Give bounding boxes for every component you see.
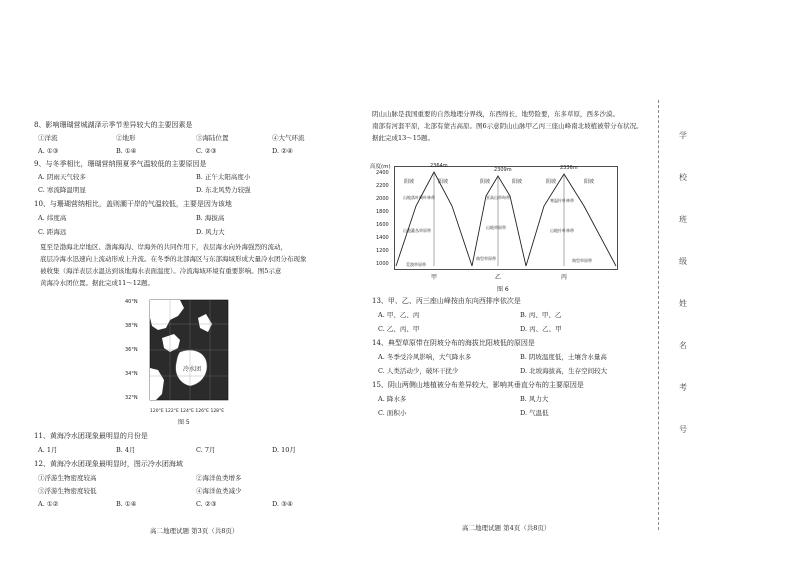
q9-opt-a: A. 阴雨天气较多	[38, 173, 86, 181]
q12-choice-c: C. ②③	[196, 500, 217, 508]
q12-opt-4: ④海洋鱼类减少	[196, 487, 242, 495]
lat-label: 40°N	[125, 299, 138, 305]
binding-line	[658, 100, 659, 530]
passage-11-12	[40, 241, 325, 289]
q8-choice-c: C. ②③	[196, 147, 217, 155]
q10-opt-c: C. 距海远	[38, 228, 67, 236]
lon-labels: 120°E 122°E 124°E 126°E 128°E	[150, 409, 225, 414]
figure-5-caption: 图 5	[178, 419, 190, 426]
zone-label: 典型草原带	[572, 258, 592, 263]
lat-label: 32°N	[125, 395, 138, 401]
intro-line: 据此完成13～15题。	[372, 134, 435, 142]
intro-13-15	[372, 108, 672, 144]
q10-opt-d: D. 风力大	[196, 228, 225, 236]
peak-bing-shady: 阴坡	[546, 179, 557, 185]
margin-char: 姓	[679, 299, 687, 308]
y-tick: 2400	[376, 170, 389, 176]
passage-line: 被收集（海洋表层水温达到该地海水表面温度）。冷流海域环境有重要影响。图5示意	[40, 267, 282, 275]
y-tick: 1800	[376, 209, 389, 215]
intro-line: 阴山山脉是我国重要的自然地理分界线，东西绵长，地势险要，东多草原，西多沙漠。	[372, 110, 619, 118]
q13-opt-c: C. 乙、丙、甲	[378, 325, 420, 333]
peak-jia-shady: 阴坡	[404, 179, 415, 185]
y-tick: 1400	[376, 235, 389, 241]
q10-opt-b: B. 海拔高	[196, 214, 225, 222]
y-tick: 2000	[376, 196, 389, 202]
q15-stem: 15、阴山两侧山地植被分布差异较大，影响其垂直分布的主要原因是	[372, 381, 584, 389]
q8-opt-3: ③海陆位置	[196, 134, 229, 142]
peak-bing-name: 丙	[561, 274, 568, 281]
q10-stem: 10、与珊瑚营纳相比，盖则潮干岸的气温较低，主要是因为该地	[34, 200, 232, 208]
y-tick: 2200	[376, 183, 389, 189]
right-page-footer: 高二地理试题 第4页（共8页）	[462, 524, 551, 532]
left-page-footer: 高二地理试题 第3页（共8页）	[150, 527, 239, 535]
margin-char: 校	[679, 173, 687, 182]
q9-opt-c: C. 寒流降温明显	[38, 186, 86, 194]
figure-6-caption: 图 6	[497, 286, 509, 293]
y-tick: 1200	[376, 248, 389, 254]
q15-opt-a: A. 降水多	[378, 395, 407, 403]
passage-line: 夏至是渤海北岸地区、渤海海沟、岸海外的共同作用下，表层海水向外海强烈的流动，	[40, 243, 287, 251]
q15-opt-d: D. 气温低	[520, 409, 549, 417]
lat-label: 38°N	[125, 323, 138, 329]
q9-stem: 9、与冬季相比，珊瑚营纳照夏季气温较低的主要原因是	[34, 160, 207, 168]
q8-opt-1: ①洋流	[38, 134, 58, 142]
zone-label: 荒漠草原带	[406, 262, 426, 267]
margin-char: 名	[679, 341, 687, 350]
peak-bing-sunny: 阳坡	[584, 179, 595, 185]
q8-opt-2: ②地形	[116, 134, 136, 142]
q9-opt-d: D. 东北风势力较强	[196, 186, 251, 194]
zone-label: 山地灌丛草原带	[403, 228, 431, 233]
q9-opt-b: B. 正午太阳高度小	[196, 173, 251, 181]
q10-opt-a: A. 纬度高	[38, 214, 67, 222]
q8-choice-a: A. ①③	[38, 147, 59, 155]
zone-label: 山地草原带	[486, 225, 506, 230]
q8-choice-d: D. ②④	[272, 147, 293, 155]
margin-char: 号	[679, 425, 687, 434]
cold-water-mass-label: 冷水团	[183, 366, 202, 373]
y-tick: 1600	[376, 222, 389, 228]
zone-label: 山地落叶阔叶林带	[403, 195, 435, 200]
margin-char: 考	[679, 383, 687, 392]
cold-water-map	[140, 298, 240, 408]
q8-stem: 8、影响珊瑚营城湖泽示季节差异较大的主要因素是	[34, 121, 193, 129]
peak-yi-name: 乙	[495, 274, 502, 281]
q8-opt-4: ④大气环流	[272, 134, 305, 142]
q14-opt-a: A. 冬季受冷风影响，大气降水多	[378, 353, 472, 361]
q12-opt-3: ③浮游生物密度较低	[38, 487, 97, 495]
q12-choice-d: D. ③④	[272, 500, 293, 508]
q14-opt-c: C. 人类活动少，破坏干扰少	[378, 367, 459, 375]
q11-opt-d: D. 10月	[272, 446, 296, 454]
peak-jia-name: 甲	[431, 274, 438, 281]
peak-yi-height: 2309m	[494, 167, 512, 173]
zone-label: 山地针叶林带	[550, 228, 574, 233]
q8-choice-b: B. ①④	[116, 147, 137, 155]
margin-char: 学	[679, 131, 687, 140]
margin-char: 级	[679, 257, 687, 266]
peak-jia-height: 2364m	[430, 163, 448, 169]
zone-label: 典型草原带	[476, 256, 496, 261]
q11-opt-b: B. 4月	[116, 446, 136, 454]
y-axis-label: 高度(m)	[370, 164, 391, 170]
lat-label: 34°N	[125, 371, 138, 377]
q13-opt-a: A. 甲、乙、丙	[378, 311, 420, 319]
passage-line: 黄海冷水团位置。据此完成11～12题。	[40, 279, 155, 287]
peak-yi-sunny: 阳坡	[512, 179, 523, 185]
q12-opt-2: ②海洋鱼类增多	[196, 474, 242, 482]
q12-opt-1: ①浮游生物密度较高	[38, 474, 97, 482]
q13-opt-d: D. 丙、乙、甲	[520, 325, 562, 333]
q13-stem: 13、甲、乙、丙三座山峰按由东向西排序依次是	[372, 297, 521, 305]
margin-char: 班	[679, 215, 687, 224]
figure-5-map	[140, 298, 240, 408]
y-tick: 1000	[376, 261, 389, 267]
q12-choice-a: A. ①②	[38, 500, 59, 508]
peak-bing-height: 2336m	[560, 165, 578, 171]
q14-opt-d: D. 北坡海拔高，生存空间较大	[520, 367, 608, 375]
peak-jia-sunny: 阳坡	[438, 179, 449, 185]
passage-line: 底层冷海水迅速向上流动形成上升流。在冬季的北部海区与东部海域形成大量冷水团分布现象	[40, 255, 307, 263]
q11-opt-a: A. 1月	[38, 446, 58, 454]
q11-opt-c: C. 7月	[196, 446, 216, 454]
q14-stem: 14、典型草原带在阴坡分布的海拔比阳坡低的原因是	[372, 339, 535, 347]
lat-label: 36°N	[125, 347, 138, 353]
q11-stem: 11、黄海冷水团现象最明显的月份是	[34, 432, 148, 440]
q12-choice-b: B. ①④	[116, 500, 137, 508]
q13-opt-b: B. 丙、甲、乙	[520, 311, 562, 319]
q12-stem: 12、黄海冷水团现象最明显时，图示冷水团海域	[34, 460, 183, 468]
intro-line: 南部有河套平原，北部有蒙古高原。图6示意阴山山脉甲乙丙三座山峰南北坡植被带分布状况。	[372, 122, 643, 130]
zone-label: 寒温针叶林带	[550, 198, 574, 203]
q14-opt-b: B. 阴坡温度低，土壤含水量高	[520, 353, 607, 361]
q15-opt-c: C. 面积小	[378, 409, 407, 417]
q15-opt-b: B. 风力大	[520, 395, 549, 403]
zone-label: 亚高山草甸带	[486, 195, 510, 200]
peak-yi-shady: 阴坡	[480, 179, 491, 185]
